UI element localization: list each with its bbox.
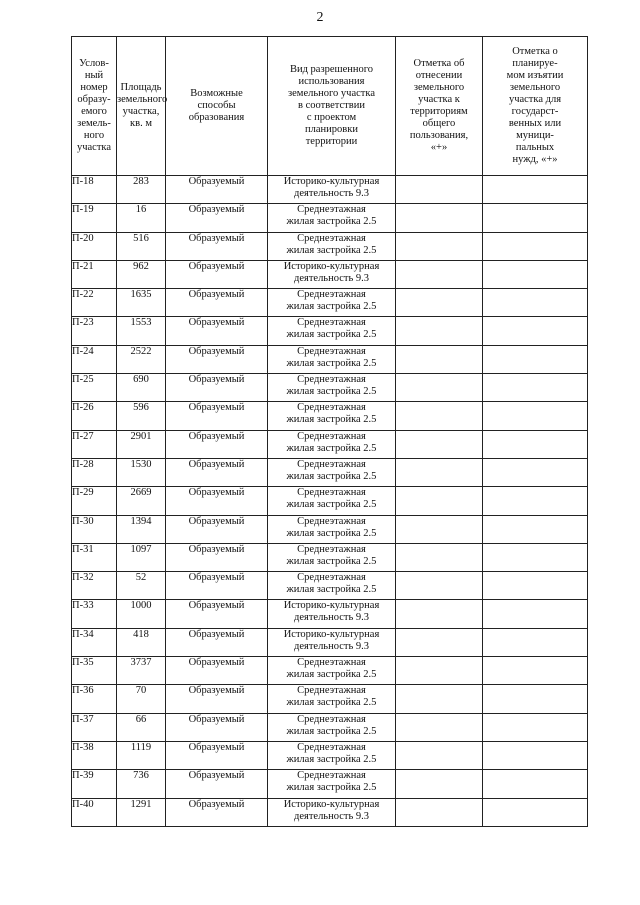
cell-seizure-mark	[483, 600, 588, 628]
cell-plot-area: 516	[117, 232, 166, 260]
cell-public-use-mark	[396, 600, 483, 628]
cell-public-use-mark	[396, 515, 483, 543]
cell-plot-area: 2901	[117, 430, 166, 458]
cell-plot-area: 736	[117, 770, 166, 798]
cell-seizure-mark	[483, 713, 588, 741]
table-row	[72, 515, 588, 543]
cell-formation-method: Образуемый	[166, 628, 268, 656]
table-row	[72, 289, 588, 317]
cell-plot-area: 52	[117, 572, 166, 600]
cell-public-use-mark	[396, 798, 483, 826]
cell-permitted-use: Среднеэтажная жилая застройка 2.5	[268, 345, 396, 373]
cell-seizure-mark	[483, 458, 588, 486]
cell-public-use-mark	[396, 204, 483, 232]
table-row	[72, 458, 588, 486]
cell-permitted-use: Среднеэтажная жилая застройка 2.5	[268, 657, 396, 685]
cell-permitted-use: Среднеэтажная жилая застройка 2.5	[268, 374, 396, 402]
cell-public-use-mark	[396, 770, 483, 798]
cell-seizure-mark	[483, 741, 588, 769]
cell-public-use-mark	[396, 260, 483, 288]
cell-plot-area: 962	[117, 260, 166, 288]
cell-formation-method: Образуемый	[166, 713, 268, 741]
cell-formation-method: Образуемый	[166, 317, 268, 345]
cell-formation-method: Образуемый	[166, 543, 268, 571]
cell-plot-number: П-36	[72, 685, 117, 713]
cell-plot-number: П-28	[72, 458, 117, 486]
cell-public-use-mark	[396, 572, 483, 600]
cell-seizure-mark	[483, 317, 588, 345]
cell-formation-method: Образуемый	[166, 374, 268, 402]
cell-plot-number: П-30	[72, 515, 117, 543]
cell-plot-area: 1097	[117, 543, 166, 571]
cell-seizure-mark	[483, 345, 588, 373]
cell-public-use-mark	[396, 685, 483, 713]
cell-formation-method: Образуемый	[166, 798, 268, 826]
table-row	[72, 770, 588, 798]
cell-permitted-use: Среднеэтажная жилая застройка 2.5	[268, 685, 396, 713]
cell-formation-method: Образуемый	[166, 204, 268, 232]
cell-permitted-use: Среднеэтажная жилая застройка 2.5	[268, 741, 396, 769]
cell-permitted-use: Историко-культурная деятельность 9.3	[268, 798, 396, 826]
cell-seizure-mark	[483, 770, 588, 798]
cell-seizure-mark	[483, 487, 588, 515]
cell-formation-method: Образуемый	[166, 289, 268, 317]
cell-public-use-mark	[396, 289, 483, 317]
table-row	[72, 741, 588, 769]
cell-plot-number: П-31	[72, 543, 117, 571]
cell-plot-number: П-22	[72, 289, 117, 317]
table-row	[72, 232, 588, 260]
table-row	[72, 345, 588, 373]
cell-plot-area: 1553	[117, 317, 166, 345]
header-plot-area: Площадь земельного участка, кв. м	[117, 37, 166, 176]
cell-plot-number: П-23	[72, 317, 117, 345]
cell-public-use-mark	[396, 657, 483, 685]
cell-formation-method: Образуемый	[166, 345, 268, 373]
table-row	[72, 260, 588, 288]
table-row	[72, 713, 588, 741]
cell-plot-number: П-25	[72, 374, 117, 402]
cell-permitted-use: Среднеэтажная жилая застройка 2.5	[268, 487, 396, 515]
cell-plot-area: 1394	[117, 515, 166, 543]
cell-seizure-mark	[483, 657, 588, 685]
cell-permitted-use: Историко-культурная деятельность 9.3	[268, 628, 396, 656]
table-row	[72, 430, 588, 458]
cell-plot-area: 66	[117, 713, 166, 741]
cell-plot-area: 1119	[117, 741, 166, 769]
cell-plot-area: 1291	[117, 798, 166, 826]
page-number: 2	[316, 10, 324, 25]
table-row	[72, 572, 588, 600]
cell-permitted-use: Среднеэтажная жилая застройка 2.5	[268, 770, 396, 798]
cell-permitted-use: Среднеэтажная жилая застройка 2.5	[268, 402, 396, 430]
cell-permitted-use: Среднеэтажная жилая застройка 2.5	[268, 430, 396, 458]
cell-formation-method: Образуемый	[166, 176, 268, 204]
cell-plot-number: П-26	[72, 402, 117, 430]
cell-public-use-mark	[396, 741, 483, 769]
cell-plot-area: 418	[117, 628, 166, 656]
table-row	[72, 657, 588, 685]
cell-permitted-use: Среднеэтажная жилая застройка 2.5	[268, 289, 396, 317]
table-row	[72, 317, 588, 345]
cell-permitted-use: Историко-культурная деятельность 9.3	[268, 600, 396, 628]
cell-plot-area: 70	[117, 685, 166, 713]
table-row	[72, 600, 588, 628]
table-row	[72, 543, 588, 571]
cell-plot-number: П-19	[72, 204, 117, 232]
cell-seizure-mark	[483, 260, 588, 288]
header-seizure-mark: Отметка о планируе- мом изъятии земельного участка для государст- венных или муници- пальных нужд, «+»	[483, 37, 588, 176]
cell-plot-number: П-33	[72, 600, 117, 628]
cell-seizure-mark	[483, 798, 588, 826]
cell-plot-area: 16	[117, 204, 166, 232]
table-row	[72, 402, 588, 430]
cell-seizure-mark	[483, 572, 588, 600]
cell-public-use-mark	[396, 317, 483, 345]
cell-permitted-use: Среднеэтажная жилая застройка 2.5	[268, 232, 396, 260]
cell-plot-number: П-37	[72, 713, 117, 741]
cell-plot-number: П-29	[72, 487, 117, 515]
cell-plot-number: П-27	[72, 430, 117, 458]
cell-formation-method: Образуемый	[166, 515, 268, 543]
cell-public-use-mark	[396, 345, 483, 373]
cell-public-use-mark	[396, 487, 483, 515]
cell-permitted-use: Среднеэтажная жилая застройка 2.5	[268, 204, 396, 232]
cell-seizure-mark	[483, 374, 588, 402]
cell-seizure-mark	[483, 628, 588, 656]
cell-public-use-mark	[396, 402, 483, 430]
cell-plot-area: 690	[117, 374, 166, 402]
cell-plot-area: 283	[117, 176, 166, 204]
cell-public-use-mark	[396, 713, 483, 741]
table-row	[72, 685, 588, 713]
cell-public-use-mark	[396, 176, 483, 204]
cell-seizure-mark	[483, 543, 588, 571]
table-row	[72, 798, 588, 826]
cell-permitted-use: Среднеэтажная жилая застройка 2.5	[268, 458, 396, 486]
cell-seizure-mark	[483, 289, 588, 317]
cell-plot-area: 1000	[117, 600, 166, 628]
cell-plot-area: 1530	[117, 458, 166, 486]
cell-plot-number: П-35	[72, 657, 117, 685]
cell-public-use-mark	[396, 430, 483, 458]
cell-formation-method: Образуемый	[166, 260, 268, 288]
cell-plot-number: П-20	[72, 232, 117, 260]
table-row	[72, 374, 588, 402]
cell-formation-method: Образуемый	[166, 458, 268, 486]
header-formation-method: Возможные способы образования	[166, 37, 268, 176]
cell-formation-method: Образуемый	[166, 600, 268, 628]
cell-formation-method: Образуемый	[166, 572, 268, 600]
cell-seizure-mark	[483, 515, 588, 543]
cell-seizure-mark	[483, 402, 588, 430]
cell-plot-number: П-24	[72, 345, 117, 373]
cell-plot-number: П-40	[72, 798, 117, 826]
cell-public-use-mark	[396, 232, 483, 260]
cell-plot-number: П-39	[72, 770, 117, 798]
cell-plot-area: 596	[117, 402, 166, 430]
cell-formation-method: Образуемый	[166, 770, 268, 798]
cell-formation-method: Образуемый	[166, 741, 268, 769]
header-public-use-mark: Отметка об отнесении земельного участка к территориям общего пользования, «+»	[396, 37, 483, 176]
cell-seizure-mark	[483, 232, 588, 260]
cell-permitted-use: Историко-культурная деятельность 9.3	[268, 260, 396, 288]
cell-plot-number: П-21	[72, 260, 117, 288]
cell-plot-area: 2522	[117, 345, 166, 373]
cell-permitted-use: Среднеэтажная жилая застройка 2.5	[268, 543, 396, 571]
cell-permitted-use: Историко-культурная деятельность 9.3	[268, 176, 396, 204]
table-row	[72, 487, 588, 515]
cell-plot-number: П-18	[72, 176, 117, 204]
cell-public-use-mark	[396, 458, 483, 486]
cell-public-use-mark	[396, 374, 483, 402]
table-row	[72, 628, 588, 656]
cell-seizure-mark	[483, 685, 588, 713]
cell-permitted-use: Среднеэтажная жилая застройка 2.5	[268, 515, 396, 543]
cell-plot-number: П-32	[72, 572, 117, 600]
cell-seizure-mark	[483, 176, 588, 204]
cell-seizure-mark	[483, 430, 588, 458]
table-row	[72, 204, 588, 232]
cell-plot-area: 2669	[117, 487, 166, 515]
cell-formation-method: Образуемый	[166, 402, 268, 430]
cell-formation-method: Образуемый	[166, 232, 268, 260]
cell-plot-number: П-38	[72, 741, 117, 769]
cell-formation-method: Образуемый	[166, 487, 268, 515]
cell-permitted-use: Среднеэтажная жилая застройка 2.5	[268, 713, 396, 741]
cell-public-use-mark	[396, 628, 483, 656]
cell-seizure-mark	[483, 204, 588, 232]
table-body	[72, 176, 588, 827]
cell-formation-method: Образуемый	[166, 685, 268, 713]
land-plots-table	[71, 36, 588, 827]
table-row	[72, 176, 588, 204]
header-plot-number: Услов- ный номер образу- емого земель- ного участка	[72, 37, 117, 176]
cell-public-use-mark	[396, 543, 483, 571]
cell-plot-number: П-34	[72, 628, 117, 656]
cell-plot-area: 3737	[117, 657, 166, 685]
cell-permitted-use: Среднеэтажная жилая застройка 2.5	[268, 317, 396, 345]
header-permitted-use: Вид разрешенного использования земельного участка в соответствии с проектом планировки территории	[268, 37, 396, 176]
cell-permitted-use: Среднеэтажная жилая застройка 2.5	[268, 572, 396, 600]
cell-formation-method: Образуемый	[166, 657, 268, 685]
cell-plot-area: 1635	[117, 289, 166, 317]
table-header-row	[72, 37, 588, 176]
cell-formation-method: Образуемый	[166, 430, 268, 458]
